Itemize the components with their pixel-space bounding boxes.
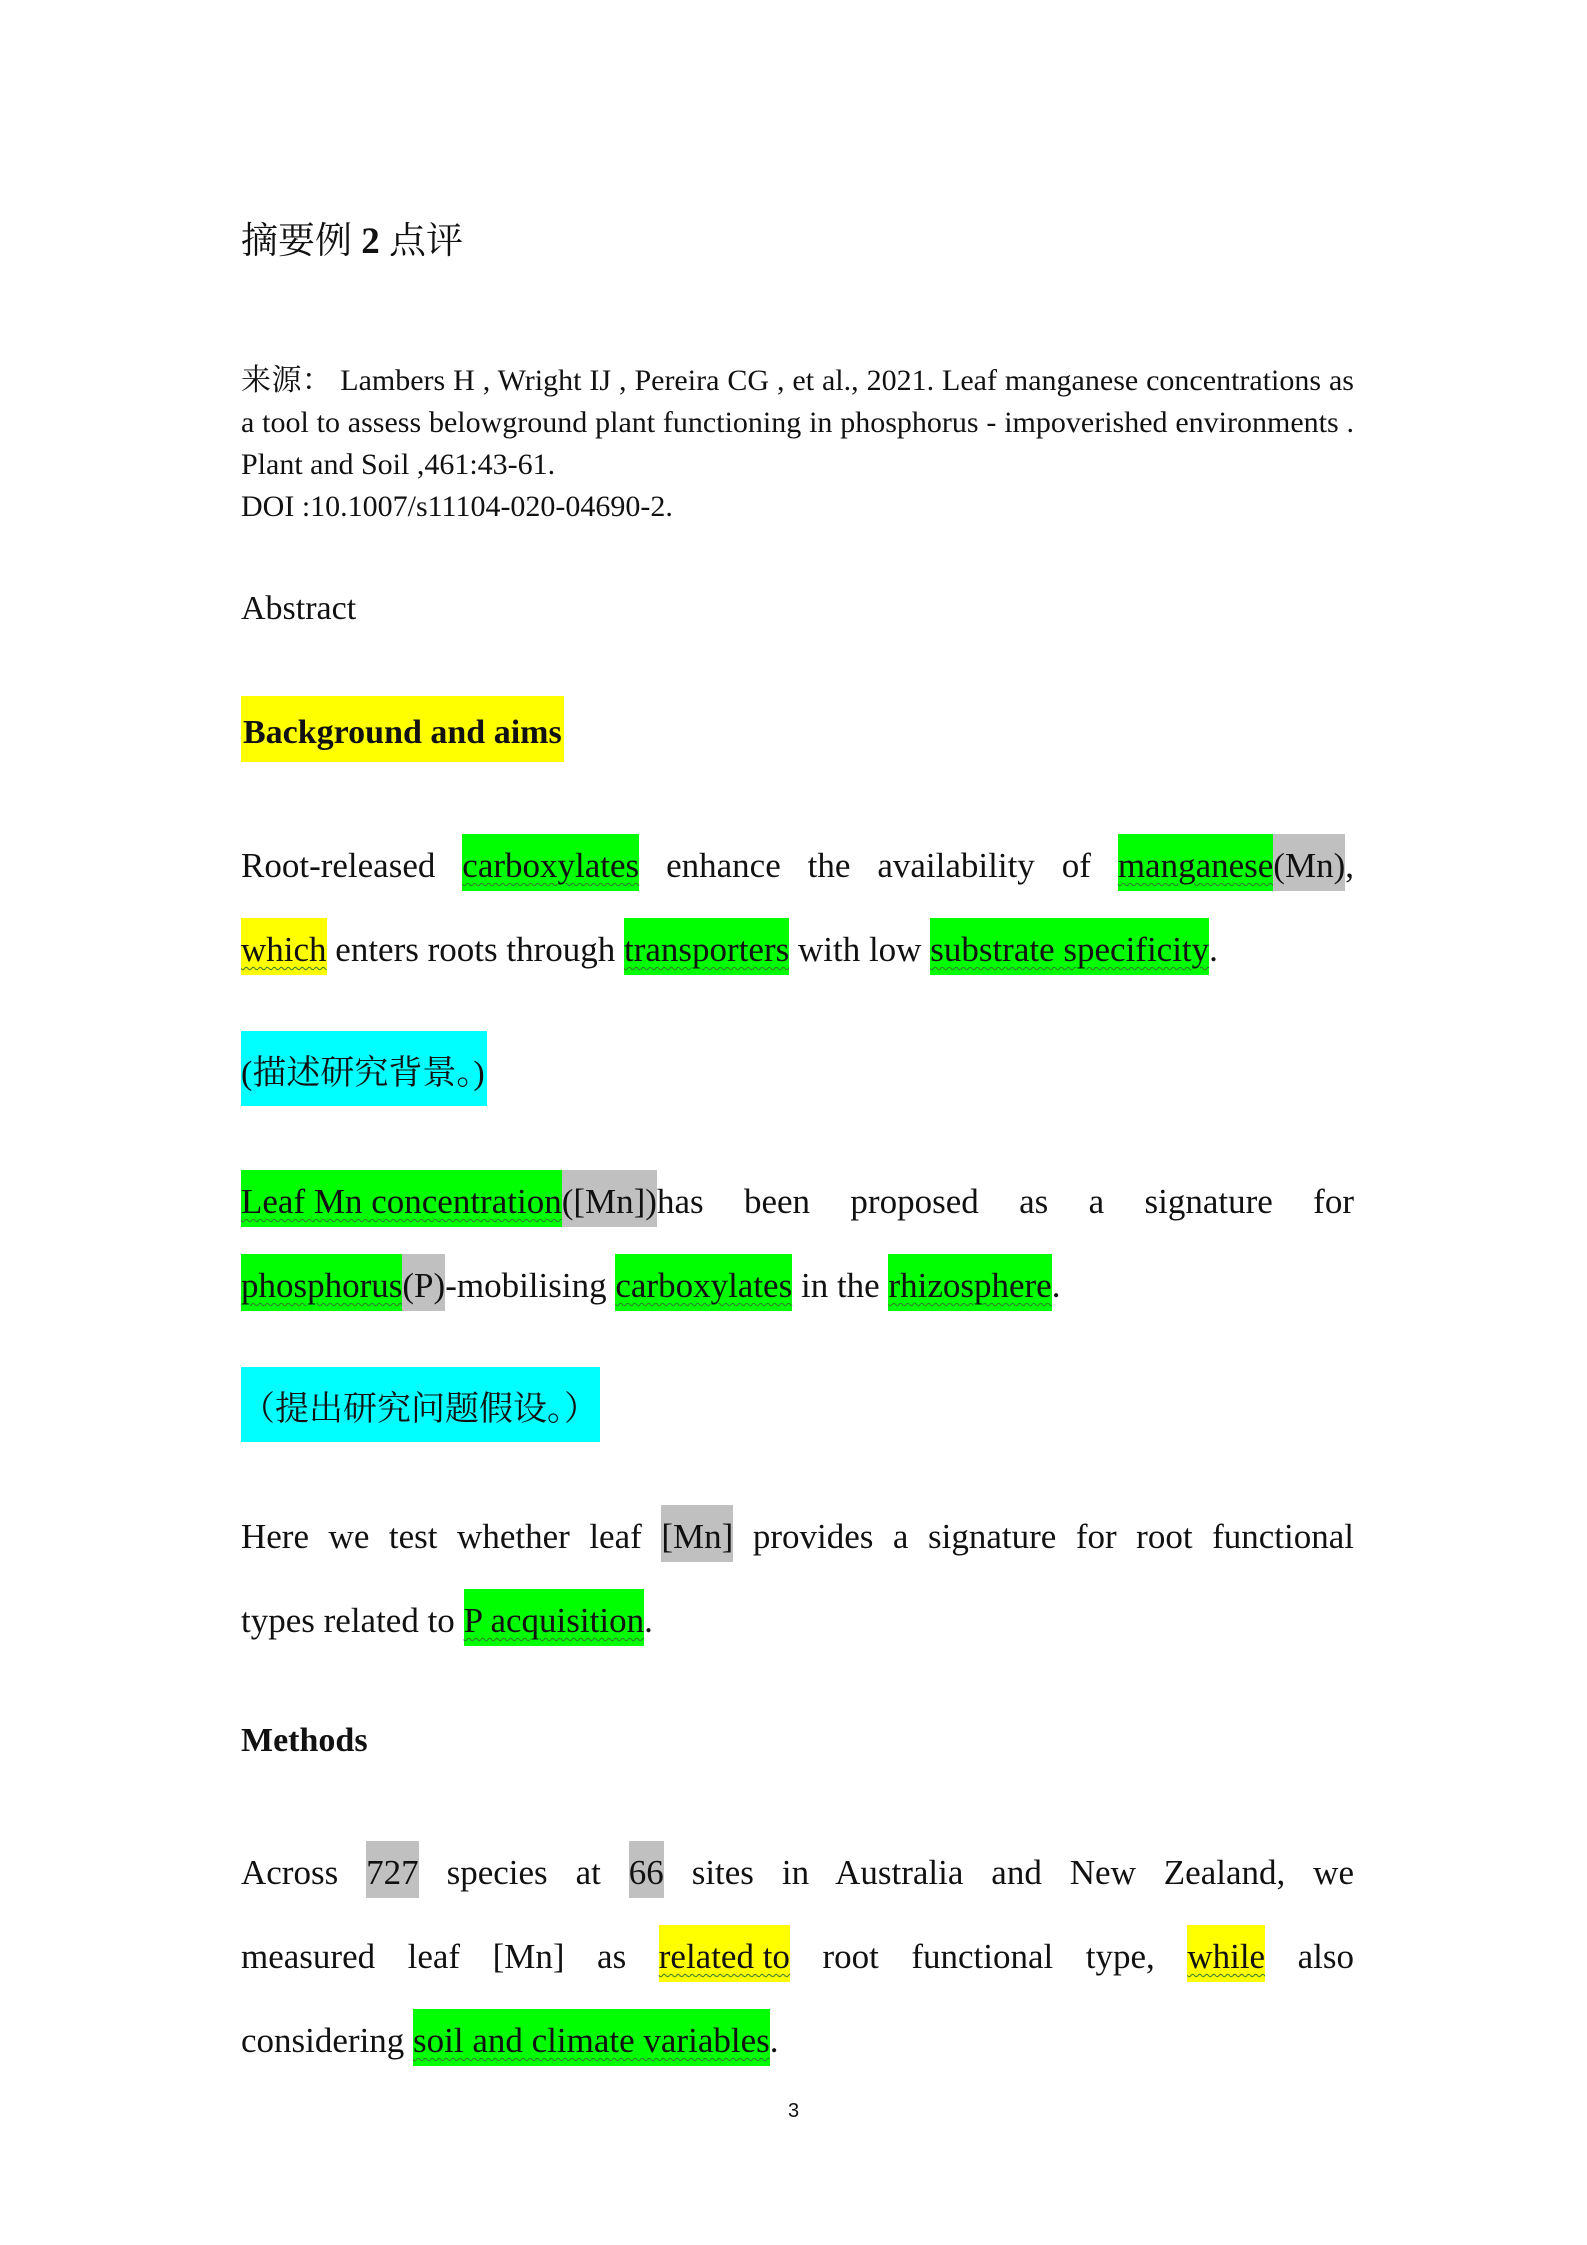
text-run: measured leaf [Mn] as	[241, 1937, 659, 1976]
text-run: enhance the availability of	[639, 846, 1118, 885]
highlight-green: soil and climate variables	[413, 2009, 770, 2066]
text-run: ,	[1345, 846, 1354, 885]
highlight-gray: [Mn]	[661, 1505, 733, 1562]
highlight-green: substrate specificity	[930, 918, 1209, 975]
highlight-green: rhizosphere	[888, 1254, 1051, 1311]
paragraph-line	[241, 824, 1354, 908]
text-run: Here we test whether leaf	[241, 1517, 662, 1556]
paragraph-line	[241, 1244, 1354, 1328]
text-run: Root-released	[241, 846, 463, 885]
title-number: 2	[361, 221, 380, 262]
text-run: enters roots through	[326, 930, 624, 969]
text-run: .	[769, 2021, 779, 2060]
paragraph-line	[241, 1160, 1354, 1244]
highlight-green: Leaf Mn concentration	[241, 1170, 562, 1227]
paragraph-line	[241, 1999, 1354, 2083]
paragraph-line	[241, 1831, 1354, 1915]
background-paragraph-3	[241, 1495, 1354, 1663]
highlight-gray: ([Mn])	[562, 1170, 657, 1227]
page-number: 3	[787, 2100, 800, 2122]
text-run: -mobilising	[445, 1266, 616, 1305]
source-citation	[241, 360, 1354, 528]
text-run: types related to	[241, 1601, 464, 1640]
text-run: considering	[241, 2021, 414, 2060]
text-run: provides a signature for root functional	[733, 1517, 1354, 1556]
highlight-yellow: which	[241, 918, 327, 975]
title-suffix: 点评	[389, 221, 463, 262]
paragraph-line	[241, 908, 1354, 992]
highlight-green: carboxylates	[462, 834, 639, 891]
background-paragraph-1	[241, 824, 1354, 992]
background-paragraph-2	[241, 1160, 1354, 1328]
text-run: Across	[241, 1853, 367, 1892]
highlight-gray: 727	[366, 1841, 419, 1898]
comment-note-hypothesis: （提出研究问题假设。）	[241, 1367, 600, 1442]
text-run: with low	[789, 930, 931, 969]
background-heading: Background and aims	[241, 696, 564, 762]
highlight-gray: 66	[629, 1841, 664, 1898]
highlight-gray: (Mn)	[1273, 834, 1345, 891]
text-run: sites in Australia and New Zealand, we	[663, 1853, 1354, 1892]
paragraph-line	[241, 1579, 1354, 1663]
text-run: has been proposed as a signature for	[656, 1182, 1354, 1221]
comment-note-background: (描述研究背景。)	[241, 1031, 487, 1106]
text-run: .	[1051, 1266, 1061, 1305]
highlight-yellow: related to	[659, 1925, 790, 1982]
highlight-green: manganese	[1118, 834, 1273, 891]
text-run: .	[644, 1601, 653, 1640]
page-title	[241, 210, 463, 264]
text-run: in the	[792, 1266, 889, 1305]
highlight-yellow: while	[1187, 1925, 1265, 1982]
highlight-green: carboxylates	[615, 1254, 792, 1311]
methods-paragraph	[241, 1831, 1354, 2083]
text-run: species at	[418, 1853, 629, 1892]
text-run: also	[1265, 1937, 1354, 1976]
methods-heading: Methods	[241, 1722, 368, 1759]
text-run: .	[1209, 930, 1218, 969]
citation-text: 来源： Lambers H , Wright IJ , Pereira CG , et al., 2021. Leaf manganese concentrations as a tool to assess belowground plant functioning in phosphorus - impoverished environments . Plant and Soil ,461:43-61.	[241, 364, 1354, 481]
doi-text: DOI :10.1007/s11104-020-04690-2.	[241, 490, 673, 523]
highlight-green: transporters	[624, 918, 789, 975]
highlight-green: phosphorus	[241, 1254, 402, 1311]
text-run: root functional type,	[789, 1937, 1188, 1976]
highlight-gray: (P)	[402, 1254, 445, 1311]
paragraph-line	[241, 1915, 1354, 1999]
highlight-green: P acquisition	[464, 1589, 645, 1646]
title-prefix: 摘要例	[241, 221, 352, 262]
abstract-label: Abstract	[241, 590, 357, 627]
paragraph-line	[241, 1495, 1354, 1579]
